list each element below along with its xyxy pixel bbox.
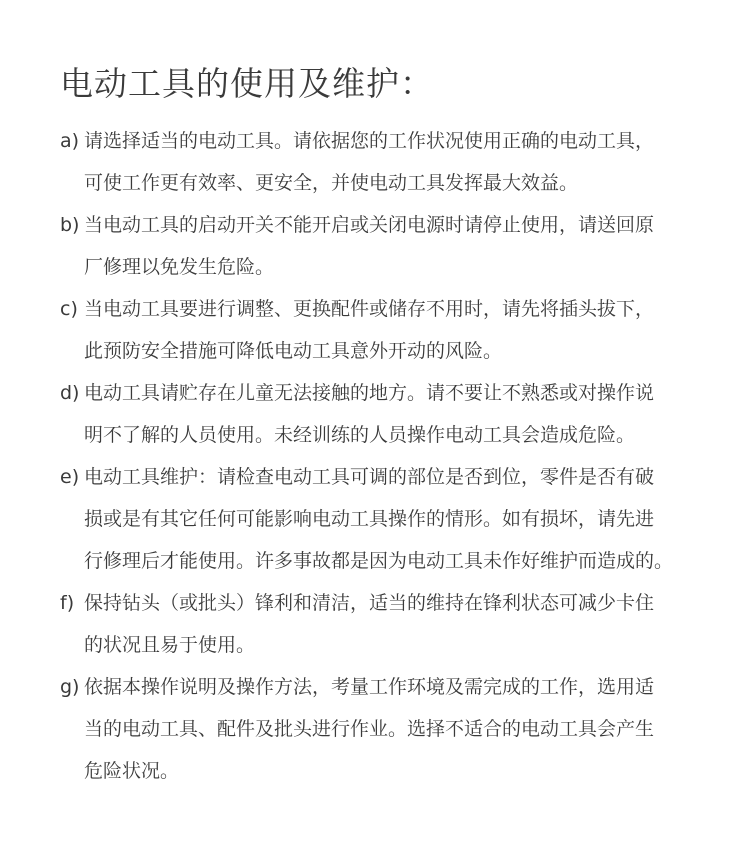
paragraph-line: 此预防安全措施可降低电动工具意外开动的风险。 bbox=[84, 340, 503, 362]
paragraph-line: 明不了解的人员使用。未经训练的人员操作电动工具会造成危险。 bbox=[84, 424, 636, 446]
list-item-a bbox=[60, 120, 700, 204]
list-item-b bbox=[60, 204, 700, 288]
list-marker: g) bbox=[60, 676, 80, 698]
paragraph-line: 电动工具请贮存在儿童无法接触的地方。请不要让不熟悉或对操作说 bbox=[84, 382, 655, 404]
paragraph-line: 的状况且易于使用。 bbox=[84, 634, 256, 656]
list-item-g bbox=[60, 666, 700, 792]
paragraph-line: 当的电动工具、配件及批头进行作业。选择不适合的电动工具会产生 bbox=[84, 718, 655, 740]
paragraph-line: 电动工具维护：请检查电动工具可调的部位是否到位，零件是否有破 bbox=[84, 466, 655, 488]
list-marker: b) bbox=[60, 214, 80, 236]
document bbox=[60, 62, 700, 792]
paragraph-line: 可使工作更有效率、更安全，并使电动工具发挥最大效益。 bbox=[84, 172, 579, 194]
list-item-f bbox=[60, 582, 700, 666]
list-item-d bbox=[60, 372, 700, 456]
paragraph-line: 危险状况。 bbox=[84, 760, 180, 782]
paragraph-line: 行修理后才能使用。许多事故都是因为电动工具未作好维护而造成的。 bbox=[84, 550, 674, 572]
list-marker: d) bbox=[60, 382, 80, 404]
paragraph-line: 保持钻头（或批头）锋利和清洁，适当的维持在锋利状态可减少卡住 bbox=[84, 592, 655, 614]
paragraph-line: 损或是有其它任何可能影响电动工具操作的情形。如有损坏，请先进 bbox=[84, 508, 655, 530]
list-item-e bbox=[60, 456, 700, 582]
paragraph-line: 请选择适当的电动工具。请依据您的工作状况使用正确的电动工具， bbox=[84, 130, 655, 152]
page-title: 电动工具的使用及维护： bbox=[60, 64, 434, 103]
list-item-c bbox=[60, 288, 700, 372]
paragraph-line: 厂修理以免发生危险。 bbox=[84, 256, 275, 278]
list-marker: f) bbox=[60, 592, 75, 614]
paragraph-line: 当电动工具的启动开关不能开启或关闭电源时请停止使用，请送回原 bbox=[84, 214, 655, 236]
list-marker: c) bbox=[60, 298, 78, 320]
list-marker: a) bbox=[60, 130, 80, 152]
list-marker: e) bbox=[60, 466, 80, 488]
paragraph-line: 依据本操作说明及操作方法，考量工作环境及需完成的工作，选用适 bbox=[84, 676, 655, 698]
paragraph-line: 当电动工具要进行调整、更换配件或储存不用时，请先将插头拔下， bbox=[84, 298, 655, 320]
